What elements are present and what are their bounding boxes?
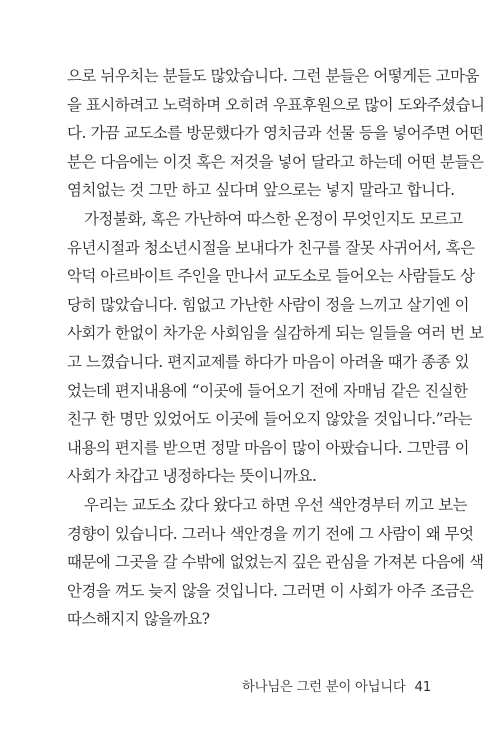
text-line: 었는데 편지내용에 “이곳에 들어오기 전에 자매님 같은 진실한 <box>67 381 468 400</box>
text-line: 분은 다음에는 이것 혹은 저것을 넣어 달라고 하는데 어떤 분들은 <box>67 152 484 171</box>
text-line: 내용의 편지를 받으면 정말 마음이 많이 아팠습니다. 그만큼 이 <box>67 438 470 457</box>
text-line: 가정불화, 혹은 가난하여 따스한 온정이 무엇인지도 모르고 <box>84 209 463 228</box>
text-line: 경향이 있습니다. 그러나 색안경을 끼기 전에 그 사람이 왜 무엇 <box>67 524 474 543</box>
text-line: 다. 가끔 교도소를 방문했다가 영치금과 선물 등을 넣어주면 어떤 <box>67 124 484 143</box>
text-line: 유년시절과 청소년시절을 보내다가 친구를 잘못 사귀어서, 혹은 <box>67 238 475 257</box>
text-line: 때문에 그곳을 갈 수밖에 없었는지 깊은 관심을 가져본 다음에 색 <box>67 553 484 572</box>
text-line: 우리는 교도소 갔다 왔다고 하면 우선 색안경부터 끼고 보는 <box>84 495 468 514</box>
text-line: 친구 한 명만 있었어도 이곳에 들어오지 않았을 것입니다.”라는 <box>67 410 473 429</box>
text-line: 염치없는 것 그만 하고 싶다며 앞으로는 넣지 말라고 합니다. <box>67 181 455 200</box>
text-line: 당히 많았습니다. 힘없고 가난한 사람이 정을 느끼고 살기엔 이 <box>67 295 470 314</box>
body-text <box>67 62 485 634</box>
page-footer <box>242 676 431 695</box>
text-line: 사회가 한없이 차가운 사회임을 실감하게 되는 일들을 여러 번 보 <box>67 324 484 343</box>
paragraph <box>67 62 485 205</box>
text-line: 을 표시하려고 노력하며 오히려 우표후원으로 많이 도와주셨습니 <box>67 95 485 114</box>
text-line: 으로 뉘우치는 분들도 많았습니다. 그런 분들은 어떻게든 고마움 <box>67 67 480 85</box>
text-line: 안경을 껴도 늦지 않을 것입니다. 그러면 이 사회가 아주 조금은 <box>67 581 474 600</box>
text-line: 고 느꼈습니다. 편지교제를 하다가 마음이 아려올 때가 종종 있 <box>67 352 470 371</box>
paragraph <box>67 205 484 491</box>
text-line: 사회가 차갑고 냉정하다는 뜻이니까요. <box>67 467 317 486</box>
text-line: 따스해지지 않을까요? <box>67 610 210 629</box>
running-title: 하나님은 그런 분이 아닙니다 <box>242 680 406 695</box>
paragraph <box>67 491 484 634</box>
page-number: 41 <box>414 680 431 695</box>
text-line: 악덕 아르바이트 주인을 만나서 교도소로 들어오는 사람들도 상 <box>67 267 475 286</box>
